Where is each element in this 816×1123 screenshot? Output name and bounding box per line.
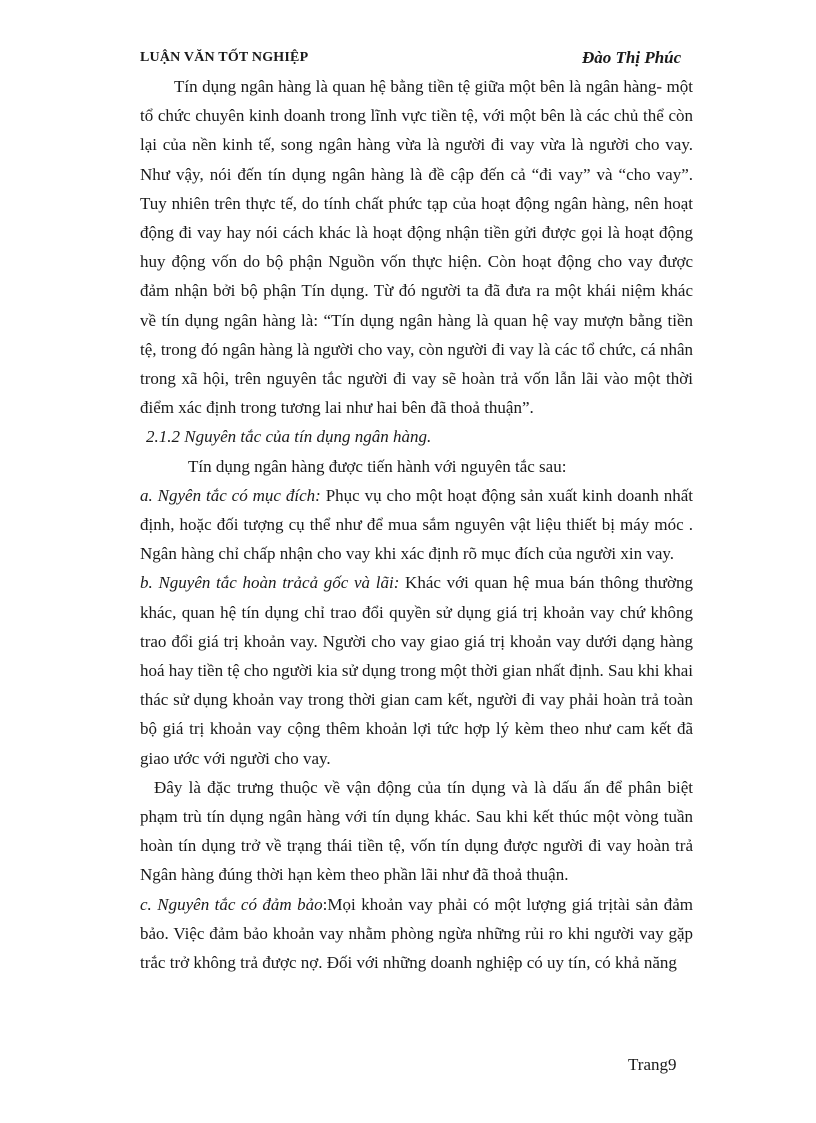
principle-a-label: a. Ngyên tắc có mục đích: bbox=[140, 485, 321, 505]
principle-b bbox=[140, 568, 693, 772]
principle-c-label: c. Nguyên tắc có đảm bảo bbox=[140, 894, 323, 914]
principle-a bbox=[140, 481, 693, 569]
principle-a-text: Phục vụ cho một hoạt động sản xuất kinh doanh nhất định, hoặc đối tượng cụ thể như để mua sắm nguyên vật liệu thiết bị máy móc . Ngân hàng chỉ chấp nhận cho vay khi xác định rõ mục đích của người xin vay. bbox=[140, 485, 694, 564]
principle-c bbox=[140, 890, 693, 978]
body-text bbox=[140, 72, 693, 977]
page-number: Trang9 bbox=[628, 1055, 677, 1074]
header-title: LUẬN VĂN TỐT NGHIỆP bbox=[140, 50, 309, 65]
principle-b-label: b. Nguyên tắc hoàn trảcả gốc và lãi: bbox=[140, 573, 400, 593]
principle-b-text: Khác với quan hệ mua bán thông thường khác, quan hệ tín dụng chỉ trao đổi quyền sử dụng giá trị khoản vay chứ không trao đổi giá trị khoản vay. Người cho vay giao giá trị khoản vay dưới dạng hàng hoá hay tiền tệ cho người kia sử dụng trong một thời gian nhất định. Sau khi khai thác sử dụng khoản vay trong thời gian cam kết, người đi vay phải hoàn trả toàn bộ giá trị khoản vay cộng thêm khoản lợi tức hợp lý kèm theo như cam kết đã giao ước với người cho vay. bbox=[140, 573, 694, 768]
paragraph-intro: Tín dụng ngân hàng được tiến hành với nguyên tắc sau: bbox=[188, 456, 567, 476]
paragraph-definition: Tín dụng ngân hàng là quan hệ bằng tiền tệ giữa một bên là ngân hàng- một tổ chức chuyên kinh doanh trong lĩnh vực tiền tệ, với một bên là các chủ thể còn lại của nền kinh tế, song ngân hàng vừa là người đi vay vừa là người cho vay. Như vậy, nói đến tín dụng ngân hàng là đề cập đến cả “đi vay” và “cho vay”. Tuy nhiên trên thực tế, do tính chất phức tạp của hoạt động ngân hàng, nên hoạt động đi vay hay nói cách khác là hoạt động nhận tiền gửi được gọi là hoạt động huy động vốn do bộ phận Nguồn vốn thực hiện. Còn hoạt động cho vay được đảm nhận bởi bộ phận Tín dụng. Từ đó người ta đã đưa ra một khái niệm khác về tín dụng ngân hàng là: “Tín dụng ngân hàng là quan hệ vay mượn bằng tiền tệ, trong đó ngân hàng là người cho vay, còn người đi vay là các tổ chức, cá nhân trong xã hội, trên nguyên tắc người đi vay sẽ hoàn trả vốn lẫn lãi vào một thời điểm xác định trong tương lai như hai bên đã thoả thuận”. bbox=[140, 77, 693, 418]
section-heading: 2.1.2 Nguyên tắc của tín dụng ngân hàng. bbox=[146, 427, 432, 447]
paragraph-characteristic: Đây là đặc trưng thuộc về vận động của tín dụng và là dấu ấn để phân biệt phạm trù tín dụng ngân hàng với tín dụng khác. Sau khi kết thúc một vòng tuần hoàn tín dụng trở về trạng thái tiền tệ, vốn tín dụng được người đi vay hoàn trả Ngân hàng đúng thời hạn kèm theo phần lãi như đã thoả thuận. bbox=[140, 777, 693, 885]
principle-c-text: :Mọi khoản vay phải có một lượng giá trịtài sản đảm bảo. Việc đảm bảo khoản vay nhằm phòng ngừa những rủi ro khi người vay gặp trắc trở không trả được nợ. Đối với những doanh nghiệp có uy tín, có khả năng bbox=[140, 894, 693, 973]
header-author: Đào Thị Phúc bbox=[582, 48, 682, 67]
